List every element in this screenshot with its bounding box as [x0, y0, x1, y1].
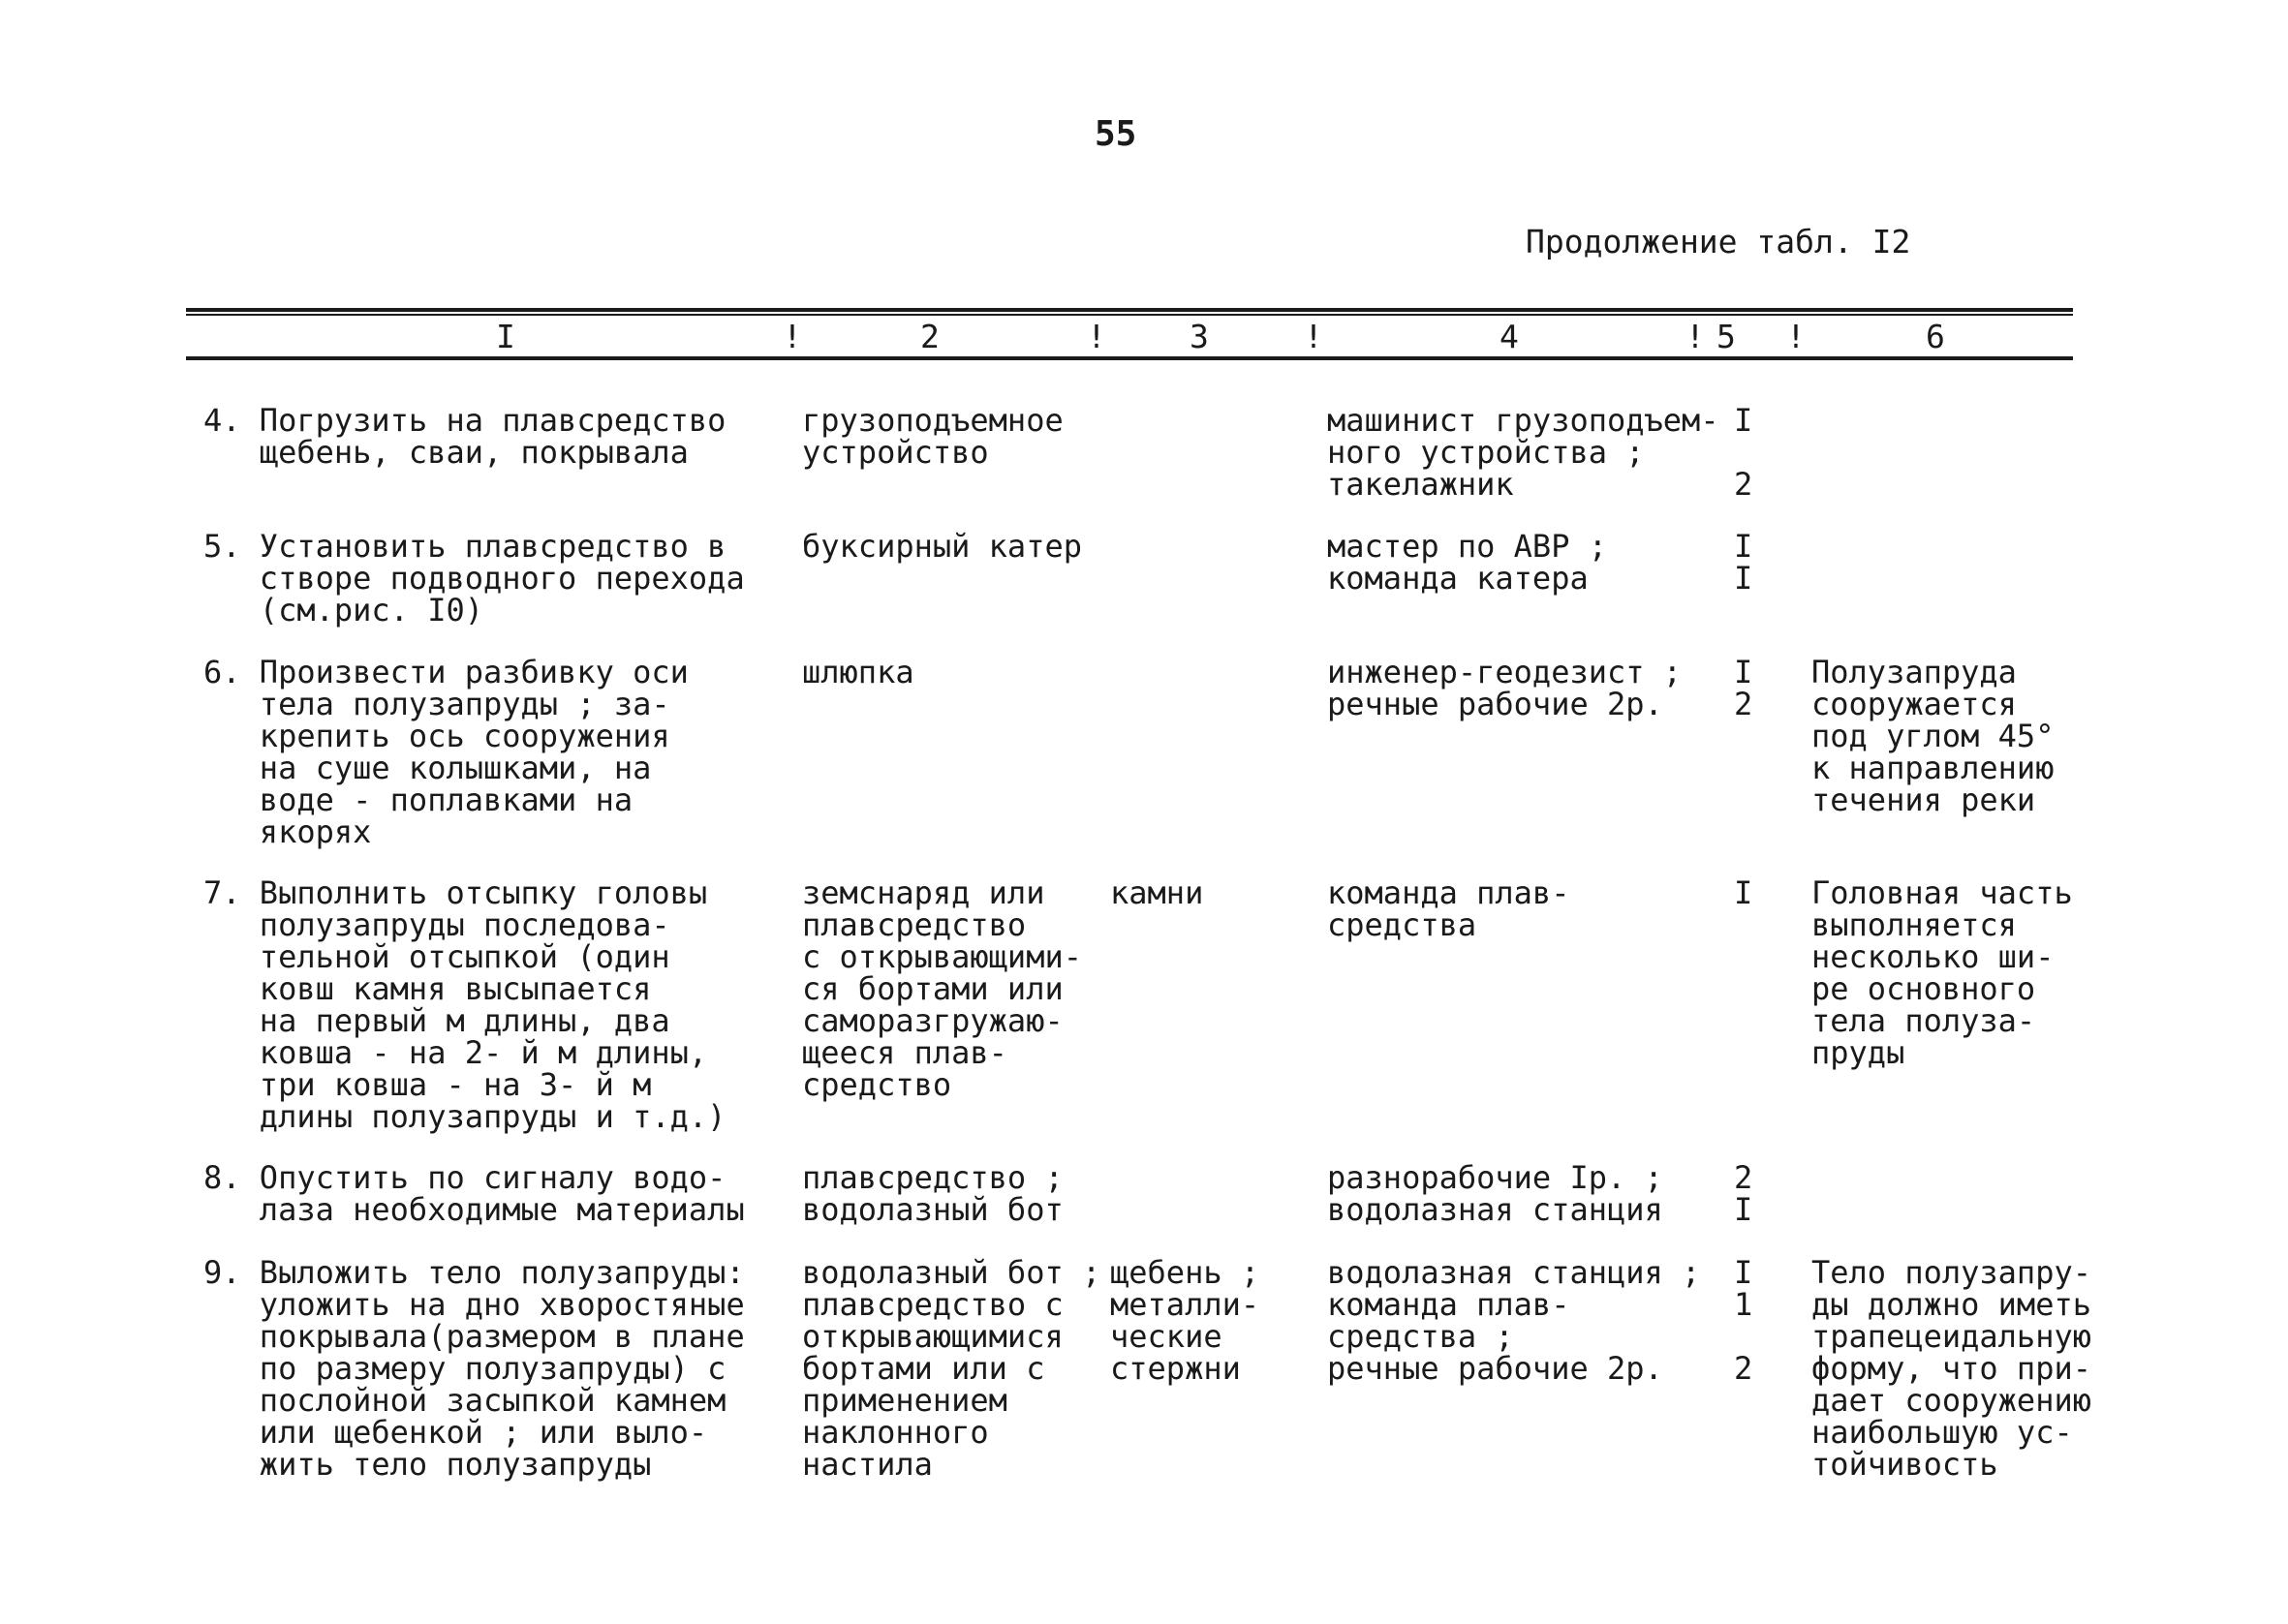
workers-cell: водолазная станция ; команда плав- средства ; речные рабочие 2р. [1327, 1254, 1701, 1387]
column-header-2: 2 [920, 318, 940, 355]
operation-cell: 8. Опустить по сигналу водо- лаза необходимые материалы [203, 1159, 745, 1228]
workers-cell: команда плав- средства [1327, 874, 1570, 943]
operation-cell: 5. Установить плавсредство в створе подводного перехода (см.рис. I0) [203, 528, 745, 628]
count-cell: I 2 [1734, 402, 1753, 503]
column-header-3: 3 [1190, 318, 1209, 355]
page-number: 55 [1095, 114, 1137, 154]
column-header-1: I [496, 318, 515, 355]
workers-cell: машинист грузоподъем- ного устройства ; такелажник [1327, 402, 1719, 503]
column-header-4: 4 [1500, 318, 1519, 355]
count-cell: I I [1734, 528, 1753, 597]
operation-cell: 4. Погрузить на плавсредство щебень, сваи, покрывала [203, 402, 727, 471]
workers-cell: мастер по АВР ; команда катера [1327, 528, 1607, 597]
operation-cell: 6. Произвести разбивку оси тела полузапруды ; за- крепить ось сооружения на суше колышками, на воде - поплавками на якорях [203, 654, 689, 850]
count-cell: I 1 2 [1734, 1254, 1753, 1387]
table-header-rule [186, 356, 2073, 360]
materials-cell: щебень ; металли- ческие стержни [1110, 1254, 1260, 1387]
equipment-cell: земснаряд или плавсредство с открывающими- ся бортами или саморазгружаю- щееся плав- средство [802, 874, 1082, 1103]
column-header-6: 6 [1926, 318, 1945, 355]
count-cell: I [1734, 874, 1753, 911]
equipment-cell: плавсредство ; водолазный бот [802, 1159, 1064, 1228]
notes-cell: Полузапруда сооружается под углом 45° к направлению течения реки [1811, 654, 2055, 818]
notes-cell: Тело полузапру- ды должно иметь трапецеидальную форму, что при- дает сооружению наибольшую ус- тойчивость [1811, 1254, 2091, 1483]
operation-cell: 9. Выложить тело полузапруды: уложить на дно хворостяные покрывала(размером в плане по размеру полузапруды) с послойной засыпкой камнем или щебенкой ; или выло- жить тело полузапруды [203, 1254, 745, 1483]
table-top-rule [186, 308, 2073, 312]
column-separator: ! [1685, 318, 1705, 355]
equipment-cell: шлюпка [802, 654, 914, 690]
equipment-cell: буксирный катер [802, 528, 1082, 565]
column-separator: ! [783, 318, 802, 355]
column-header-5: 5 [1716, 318, 1736, 355]
equipment-cell: водолазный бот ; плавсредство с открывающимися бортами или с применением наклонного настила [802, 1254, 1101, 1483]
notes-cell: Головная часть выполняется несколько ши- ре основного тела полуза- пруды [1811, 874, 2073, 1071]
operation-cell: 7. Выполнить отсыпку головы полузапруды последова- тельной отсыпкой (один ковш камня высыпается на первый м длины, два ковша - на 2- й м длины, три ковша - на 3- й м длины полузапруды и т.д.) [203, 874, 727, 1135]
column-separator: ! [1304, 318, 1323, 355]
column-separator: ! [1087, 318, 1106, 355]
count-cell: 2 I [1734, 1159, 1753, 1228]
workers-cell: инженер-геодезист ; речные рабочие 2р. [1327, 654, 1683, 722]
materials-cell: камни [1110, 874, 1204, 911]
table-top-rule-thin [186, 314, 2073, 316]
equipment-cell: грузоподъемное устройство [802, 402, 1064, 471]
table-continuation-caption: Продолжение табл. I2 [1526, 223, 1911, 260]
column-separator: ! [1786, 318, 1806, 355]
workers-cell: разнорабочие Iр. ; водолазная станция [1327, 1159, 1663, 1228]
count-cell: I 2 [1734, 654, 1753, 722]
